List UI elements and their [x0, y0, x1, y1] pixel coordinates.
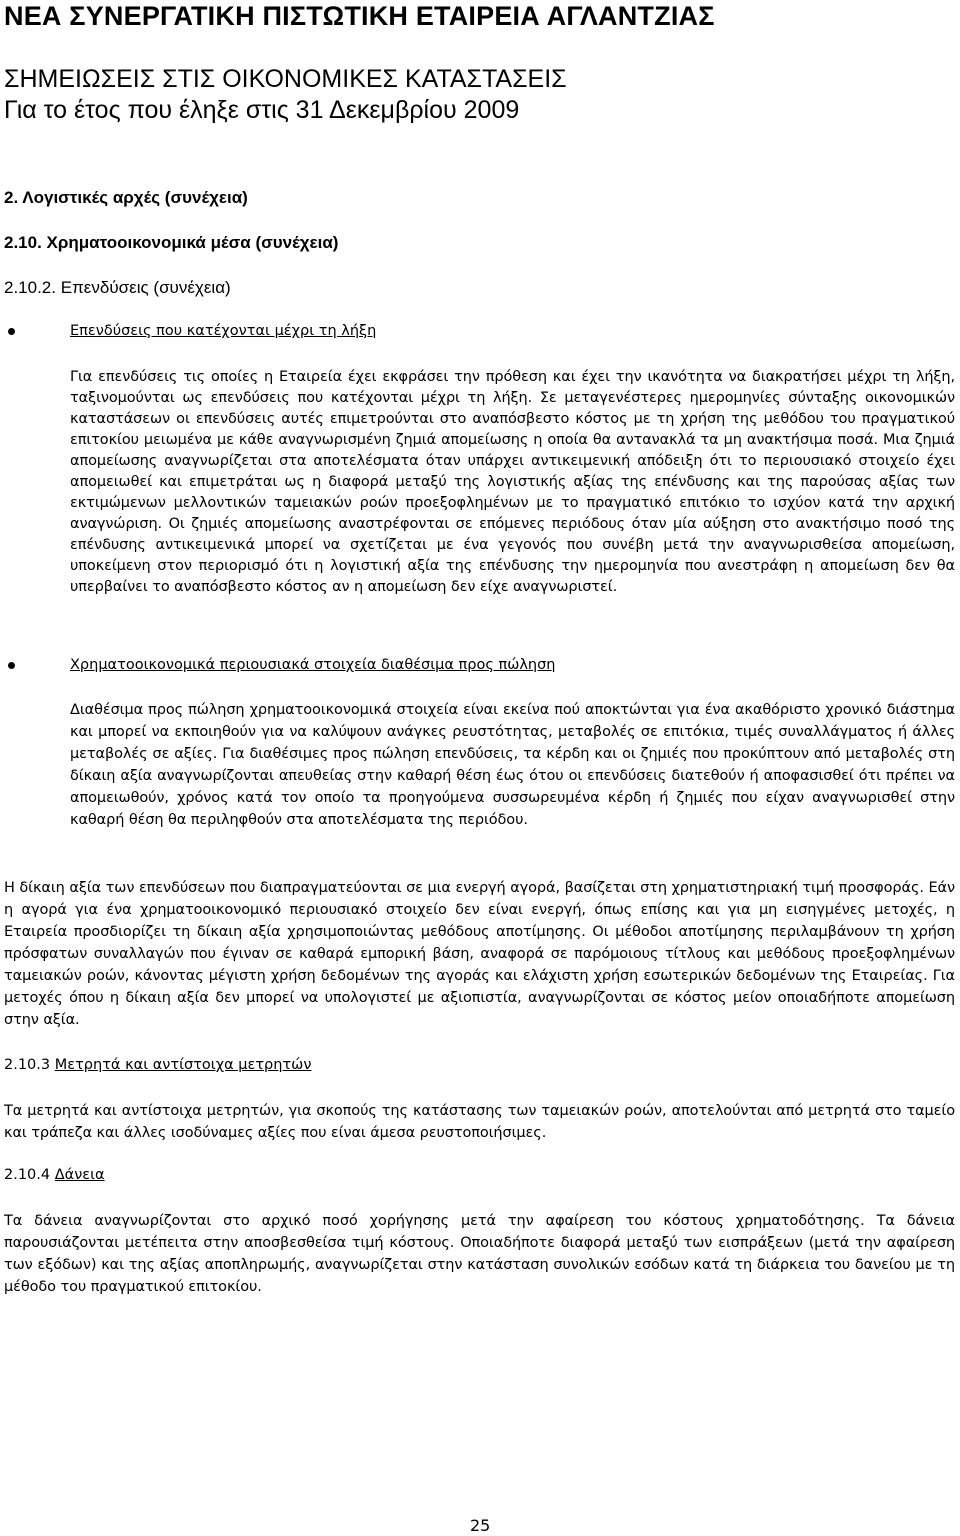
page-number: 25 — [470, 1516, 491, 1535]
loans-title: Δάνεια — [54, 1167, 105, 1183]
company-name: ΝΕΑ ΣΥΝΕΡΓΑΤΙΚΗ ΠΙΣΤΩΤΙΚΗ ΕΤΑΙΡΕΙΑ ΑΓΛΑΝΤΖΙΑΣ — [4, 1, 715, 31]
subsection-number: 2.10.2. — [4, 278, 56, 297]
subsection-investments — [4, 277, 231, 299]
available-for-sale-paragraph: Διαθέσιμα προς πώληση χρηματοοικονομικά στοιχεία είναι εκείνα πού αποκτώνται για ένα ακαθόριστο χρονικό διάστημα και μπορεί να εκποιηθούν για να καλύψουν ανάγκες ρευστότητας, μεταβολές σε επιτόκια, τιμές συναλλάγματος ή άλλες μεταβολές σε αξίες. Για διαθέσιμες προς πώληση επενδύσεις, τα κέρδη και οι ζημιές που προκύπτουν από μεταβολές στη δίκαιη αξία αναγνωρίζονται απευθείας στην καθαρή θέση έως ότου οι επενδύσεις διατεθούν ή αποφασισθεί ότι πρέπει να απομειωθούν, χρόνος κατά τον οποίο τα προηγούμενα συσσωρευμένα κέρδη ή ζημιές που είχαν αναγνωρισθεί στην καθαρή θέση θα περιληφθούν στα αποτελέσματα της περιόδου. — [70, 702, 955, 828]
held-to-maturity-paragraph: Για επενδύσεις τις οποίες η Εταιρεία έχει εκφράσει την πρόθεση και έχει την ικανότητα να διακρατήσει μέχρι τη λήξη, ταξινομούνται ως επενδύσεις που κατέχονται μέχρι τη λήξη. Σε μεταγενέστερες ημερομηνίες σύνταξης οικονομικών καταστάσεων οι επενδύσεις αυτές επιμετρούνται στο αναπόσβεστο κόστος με τη χρήση της μεθόδου του πραγματικού επιτοκίου μειωμένα με κάθε αναγνωρισμένη ζημιά απομείωσης η οποία θα αντανακλά τα μη ανακτήσιμα ποσά. Μια ζημιά απομείωσης αναγνωρίζεται στα αποτελέσματα όταν υπάρχει αντικειμενική απόδειξη ότι το περιουσιακό στοιχείο έχει απομειωθεί και επιμετράται ως η διαφορά μεταξύ της λογιστικής αξίας της επένδυσης και της παρούσας αξίας των εκτιμώμενων μελλοντικών ταμειακών ροών προεξοφλημένων με το πραγματικό επιτόκιο το ισχύον κατά την αρχική αναγνώριση. Οι ζημιές απομείωσης αναστρέφονται σε επόμενες περιόδους όταν μία αύξηση στο ανακτήσιμο ποσό της επένδυσης αντικειμενικά μπορεί να σχετίζεται με ένα γεγονός που συνέβη μετά την αναγνωρισθείσα απομείωση, υποκείμενη στον περιορισμό ότι η λογιστική αξία της επένδυσης την ημερομηνία που ανεστράφη η απομείωση δεν θα υπερβαίνει το αναπόσβεστο κόστος αν η απομείωση δεν είχε αναγνωριστεί. — [70, 369, 955, 595]
section-heading-accounting-policies: 2. Λογιστικές αρχές (συνέχεια) — [4, 188, 248, 207]
cash-heading — [4, 1054, 311, 1076]
cash-title: Μετρητά και αντίστοιχα μετρητών — [54, 1057, 312, 1073]
bullet-icon — [8, 328, 15, 335]
loans-number: 2.10.4 — [4, 1167, 51, 1183]
subsection-title: Επενδύσεις (συνέχεια) — [60, 278, 231, 297]
held-to-maturity-label: Επενδύσεις που κατέχονται μέχρι τη λήξη — [70, 323, 377, 339]
document-title: ΣΗΜΕΙΩΣΕΙΣ ΣΤΙΣ ΟΙΚΟΝΟΜΙΚΕΣ ΚΑΤΑΣΤΑΣΕΙΣ — [4, 65, 567, 93]
loans-paragraph: Τα δάνεια αναγνωρίζονται στο αρχικό ποσό χορήγησης μετά την αφαίρεση του κόστους χρηματοδότησης. Τα δάνεια παρουσιάζονται μετέπειτα στην αποσβεσθείσα τιμή κόστους. Οποιαδήποτε διαφορά μεταξύ των εισπράξεων (μετά την αφαίρεση των εξόδων) και της αξίας αποπληρωμής, αναγνωρίζεται στην κατάσταση συνολικών εσόδων κατά τη διάρκεια του δανείου με τη μέθοδο του πραγματικού επιτοκίου. — [4, 1213, 955, 1295]
cash-paragraph: Τα μετρητά και αντίστοιχα μετρητών, για σκοπούς της κατάστασης των ταμειακών ροών, αποτελούνται από μετρητά στο ταμείο και τράπεζα και άλλες ισοδύναμες αξίες που είναι άμεσα ρευστοποιήσιμες. — [4, 1103, 955, 1141]
section-heading-financial-instruments: 2.10. Χρηματοοικονομικά μέσα (συνέχεια) — [4, 233, 339, 252]
loans-heading — [4, 1164, 105, 1186]
cash-number: 2.10.3 — [4, 1057, 51, 1073]
reporting-period: Για το έτος που έληξε στις 31 Δεκεμβρίου 2009 — [4, 96, 520, 124]
fair-value-paragraph: Η δίκαιη αξία των επενδύσεων που διαπραγματεύονται σε μια ενεργή αγορά, βασίζεται στη χρηματιστηριακή τιμή προσφοράς. Εάν η αγορά για ένα χρηματοοικονομικό περιουσιακό στοιχείο δεν είναι ενεργή, όπως επίσης και για μη εισηγμένες μετοχές, η Εταιρεία προσδιορίζει τη δίκαιη αξία χρησιμοποιώντας μεθόδους αποτίμησης. Οι μέθοδοι αποτίμησης περιλαμβάνουν τη χρήση πρόσφατων συναλλαγών που έγιναν σε καθαρά εμπορική βάση, αναφορά σε παρόμοιους τίτλους και μεθόδους προεξοφλημένων ταμειακών ροών, κάνοντας μέγιστη χρήση δεδομένων της αγοράς και ελάχιστη χρήση εσωτερικών δεδομένων της Εταιρείας. Για μετοχές όπου η δίκαιη αξία δεν μπορεί να υπολογιστεί με αξιοπιστία, αναγνωρίζονται σε κόστος μείον οποιαδήποτε απομείωση στην αξία. — [4, 880, 955, 1028]
available-for-sale-label: Χρηματοοικονομικά περιουσιακά στοιχεία διαθέσιμα προς πώληση — [70, 657, 556, 673]
bullet-icon — [8, 662, 15, 669]
